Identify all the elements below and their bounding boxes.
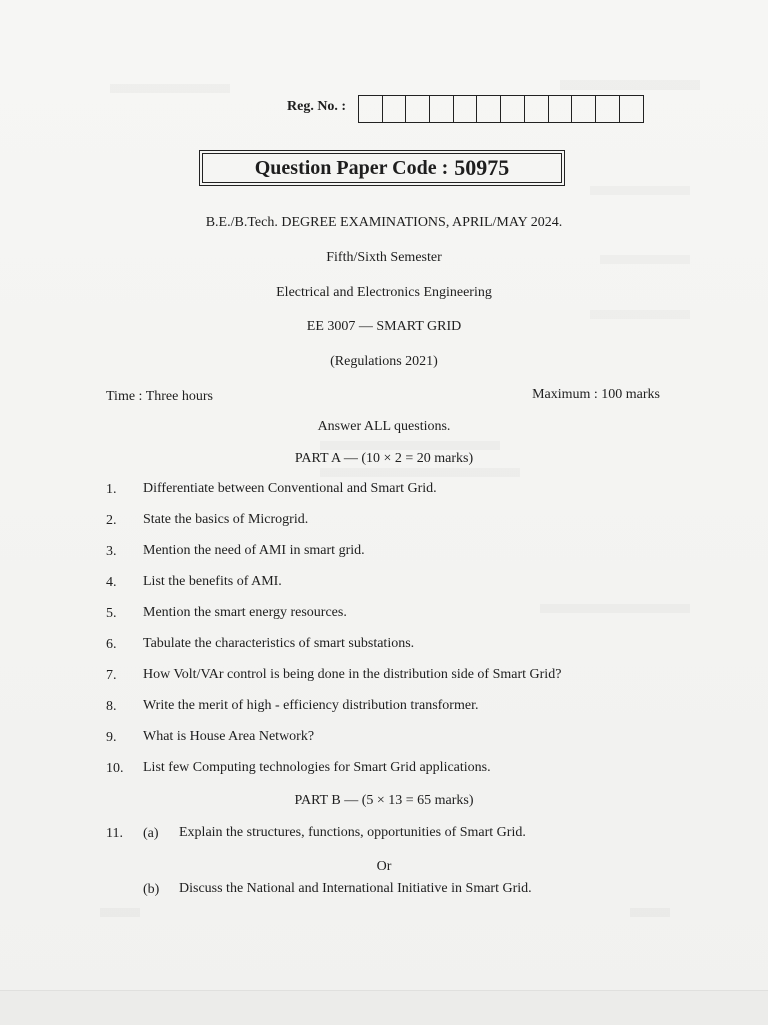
reg-no-box	[359, 96, 383, 122]
sub-question-label: (a)	[143, 826, 159, 841]
question-text: List few Computing technologies for Smart Grid applications.	[143, 760, 491, 775]
instruction-line: Answer ALL questions.	[317, 419, 451, 434]
question-number: 6.	[106, 637, 117, 652]
course-line: EE 3007 — SMART GRID	[306, 319, 462, 334]
part-a-title: PART A — (10 × 2 = 20 marks)	[294, 451, 474, 466]
question-text: How Volt/VAr control is being done in the distribution side of Smart Grid?	[143, 667, 562, 682]
reg-no-box	[454, 96, 478, 122]
question-number: 1.	[106, 482, 117, 497]
question-paper-code-number: 50975	[454, 155, 510, 180]
question-number: 3.	[106, 544, 117, 559]
reg-no-box	[620, 96, 644, 122]
question-text: Tabulate the characteristics of smart substations.	[143, 636, 415, 651]
question-text: List the benefits of AMI.	[143, 574, 282, 589]
or-separator: Or	[376, 859, 392, 874]
question-number: 5.	[106, 606, 117, 621]
question-text: Differentiate between Conventional and Smart Grid.	[143, 481, 437, 496]
question-text: Explain the structures, functions, opportunities of Smart Grid.	[179, 825, 526, 840]
reg-no-label: Reg. No. :	[287, 99, 347, 114]
question-number: 10.	[106, 761, 124, 776]
question-text: Discuss the National and International Initiative in Smart Grid.	[179, 881, 532, 896]
reg-no-boxes	[358, 95, 644, 123]
reg-no-box	[477, 96, 501, 122]
degree-line: B.E./B.Tech. DEGREE EXAMINATIONS, APRIL/MAY 2024.	[205, 215, 563, 230]
sub-question-label: (b)	[143, 882, 160, 897]
question-number: 2.	[106, 513, 117, 528]
department-line: Electrical and Electronics Engineering	[276, 285, 492, 300]
question-number: 8.	[106, 699, 117, 714]
reg-no-box	[383, 96, 407, 122]
question-text: State the basics of Microgrid.	[143, 512, 309, 527]
question-text: Write the merit of high - efficiency distribution transformer.	[143, 698, 479, 713]
question-number: 9.	[106, 730, 117, 745]
question-text: Mention the smart energy resources.	[143, 605, 347, 620]
reg-no-box	[430, 96, 454, 122]
reg-no-box	[525, 96, 549, 122]
reg-no-box	[406, 96, 430, 122]
question-paper-code-label: Question Paper Code :	[254, 156, 449, 179]
question-number: 7.	[106, 668, 117, 683]
scan-bottom-edge	[0, 990, 768, 1025]
question-number: 4.	[106, 575, 117, 590]
maximum-marks: Maximum : 100 marks	[532, 387, 660, 402]
reg-no-box	[596, 96, 620, 122]
reg-no-box	[572, 96, 596, 122]
reg-no-box	[549, 96, 573, 122]
reg-no-box	[501, 96, 525, 122]
question-text: What is House Area Network?	[143, 729, 315, 744]
question-text: Mention the need of AMI in smart grid.	[143, 543, 365, 558]
semester-line: Fifth/Sixth Semester	[326, 250, 442, 265]
time-allowed: Time : Three hours	[106, 389, 213, 404]
question-number: 11.	[106, 826, 123, 841]
part-b-title: PART B — (5 × 13 = 65 marks)	[294, 793, 474, 808]
question-paper-code-box	[199, 150, 565, 186]
regulations-line: (Regulations 2021)	[330, 354, 438, 369]
